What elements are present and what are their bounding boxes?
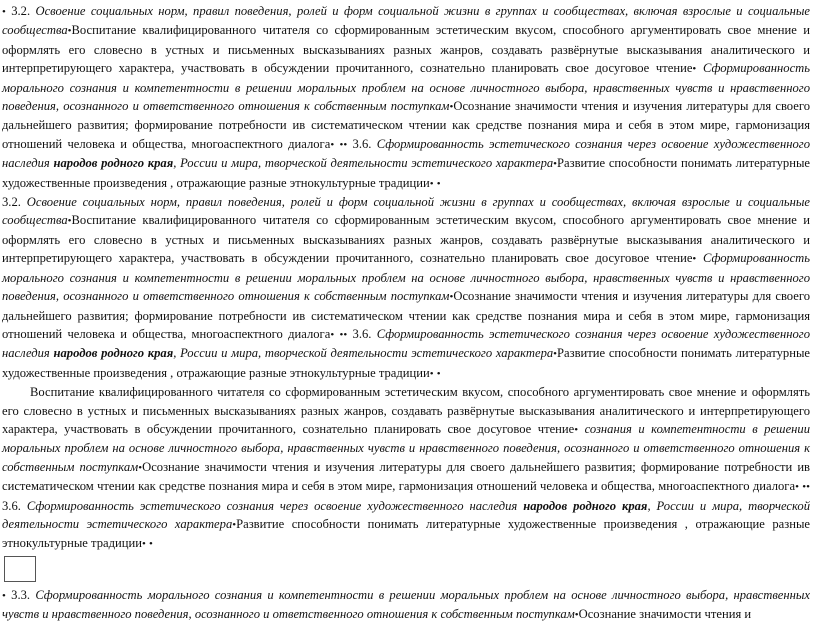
- education-text: Воспитание квалифицированного читателя со сформированным эстетическим вкусом, способного аргументировать свое мнение и оформлять его словесно в устных и письменных высказываниях разных жанров, создавать развёрнутые высказывания аналитического и интерпретирующего характера, участвовать в обсуждении прочитанного, сознательно планировать свое досуговое чтение: [2, 385, 810, 436]
- aesthetic-text: Сформированность эстетического сознания через освоение художественного наследия: [2, 326, 810, 361]
- bullet: •: [806, 481, 810, 494]
- bullet: •: [138, 461, 143, 474]
- native-land-text: народов родного края: [53, 346, 174, 361]
- awareness-text: Осознание значимости чтения и изучения литературы для своего дальнейшего развития; формирование потребности ив систематическом чтении как средстве познания мира и себя в этом мире, гармонизация отношений человека и общества, многоаспектного диалога: [2, 99, 810, 151]
- bullet: •: [67, 215, 72, 228]
- bullet: •: [141, 538, 146, 551]
- education-text: Воспитание квалифицированного читателя со сформированным эстетическим вкусом, способного аргументировать свое мнение и оформлять его словесно в устных и письменных высказываниях разных жанров, создавать развёрнутые высказывания аналитического и интерпретирующего характера, участвовать в обсуждении прочитанного, сознательно планировать свое досуговое чтение: [2, 23, 810, 76]
- awareness-text: Осознание значимости чтения и изучения литературы для своего дальнейшего развития; формирование потребности ив систематическом чтении как средстве познания мира и себя в этом мире, гармонизация отношений человека и общества, многоаспектного диалога: [2, 459, 811, 494]
- moral-text: Сформированность морального сознания и компетентности в решении моральных проблем на основе личностного выбора, нравственных чувств и нравственного поведения, осознанного и ответственного отношения к собственным поступкам: [2, 61, 810, 114]
- bullet: •: [574, 609, 579, 622]
- aesthetic-text: Сформированность эстетического сознания через освоение художественного наследия: [2, 136, 810, 171]
- ability-text: Развитие способности понимать литературные художественные произведения , отражающие разные этнокультурные традиции: [2, 346, 811, 380]
- bullet: •: [553, 348, 558, 361]
- bullet: •: [795, 481, 799, 494]
- section-number: 3.2.: [2, 195, 21, 210]
- paragraph-4: [2, 586, 810, 625]
- bullet: •: [692, 253, 697, 266]
- education-text: Воспитание квалифицированного читателя со сформированным эстетическим вкусом, способного аргументировать свое мнение и оформлять его словесно в устных и письменных высказываниях разных жанров, создавать развёрнутые высказывания аналитического и интерпретирующего характера, участвовать в обсуждении прочитанного, сознательно планировать свое досуговое чтение: [2, 213, 810, 266]
- section-number: 3.3.: [11, 587, 31, 602]
- bullet: •: [2, 589, 6, 602]
- social-norms-text: Освоение социальных норм, правил поведения, ролей и форм социальной жизни в группах и сообществах, включая взрослые и социальные сообщества: [2, 195, 810, 228]
- bullet: •: [553, 158, 558, 171]
- section-number: 3.6.: [352, 326, 372, 341]
- ability-text: Развитие способности понимать литературные художественные произведения , отражающие разные этнокультурные традиции: [2, 516, 810, 551]
- section-number: 3.6.: [352, 136, 372, 151]
- moral-text: Сформированность морального сознания и компетентности в решении моральных проблем на основе личностного выбора, нравственных чувств и нравственного поведения, осознанного и ответственного отношения к собственным поступкам: [2, 587, 811, 622]
- paragraph-1: [2, 2, 810, 193]
- russia-text: , России и мира, творческой деятельности эстетического характера: [173, 156, 554, 171]
- bullet: •: [692, 63, 697, 76]
- paragraph-3: [2, 383, 810, 554]
- bullet: •: [339, 328, 344, 341]
- section-number: 3.6.: [2, 498, 21, 513]
- bullet: •: [429, 367, 434, 380]
- bullet: •: [2, 6, 6, 18]
- bullet: •: [232, 518, 237, 531]
- bullet: •: [449, 291, 454, 304]
- bullet: •: [802, 481, 807, 494]
- moral-text: сознания и компетентности в решении моральных проблем на основе личностного выбора, нравственных чувств и нравственного поведения, осознанного и ответственного отношения к собственным поступкам: [2, 421, 810, 474]
- bullet: •: [429, 177, 434, 190]
- bullet: •: [148, 538, 153, 551]
- bullet: •: [436, 177, 441, 190]
- social-norms-text: Освоение социальных норм, правил поведения, ролей и форм социальной жизни в группах и сообществах, включая взрослые и социальные сообщества: [2, 4, 810, 38]
- bullet: •: [574, 423, 579, 436]
- russia-text: , России и мира, творческой деятельности эстетического характера: [173, 346, 554, 361]
- bullet: •: [343, 138, 348, 151]
- document-page: [2, 2, 810, 625]
- ability-text: Развитие способности понимать литературные художественные произведения , отражающие разные этнокультурные традиции: [2, 156, 811, 190]
- russia-text: , России и мира, творческой деятельности эстетического характера: [2, 498, 811, 531]
- moral-text: Сформированность морального сознания и компетентности в решении моральных проблем на основе личностного выбора, нравственных чувств и нравственного поведения, осознанного и ответственного отношения к собственным поступкам: [2, 251, 810, 304]
- empty-cell-box: [4, 556, 36, 582]
- bullet: •: [339, 138, 344, 151]
- awareness-text: Осознание значимости чтения и: [578, 607, 752, 622]
- paragraph-2: [2, 193, 810, 383]
- bullet: •: [436, 367, 441, 380]
- aesthetic-text: Сформированность эстетического сознания через освоение художественного наследия: [26, 498, 518, 513]
- native-land-text: народов родного края: [523, 498, 648, 513]
- bullet: •: [330, 138, 335, 151]
- awareness-text: Осознание значимости чтения и изучения литературы для своего дальнейшего развития; формирование потребности ив систематическом чтении как средстве познания мира и себя в этом мире, гармонизация отношений человека и общества, многоаспектного диалога: [2, 289, 810, 341]
- section-number: 3.2.: [11, 4, 31, 18]
- bullet: •: [343, 328, 348, 341]
- bullet: •: [67, 25, 72, 38]
- bullet: •: [330, 328, 335, 341]
- bullet: •: [449, 101, 454, 114]
- native-land-text: народов родного края: [53, 156, 174, 171]
